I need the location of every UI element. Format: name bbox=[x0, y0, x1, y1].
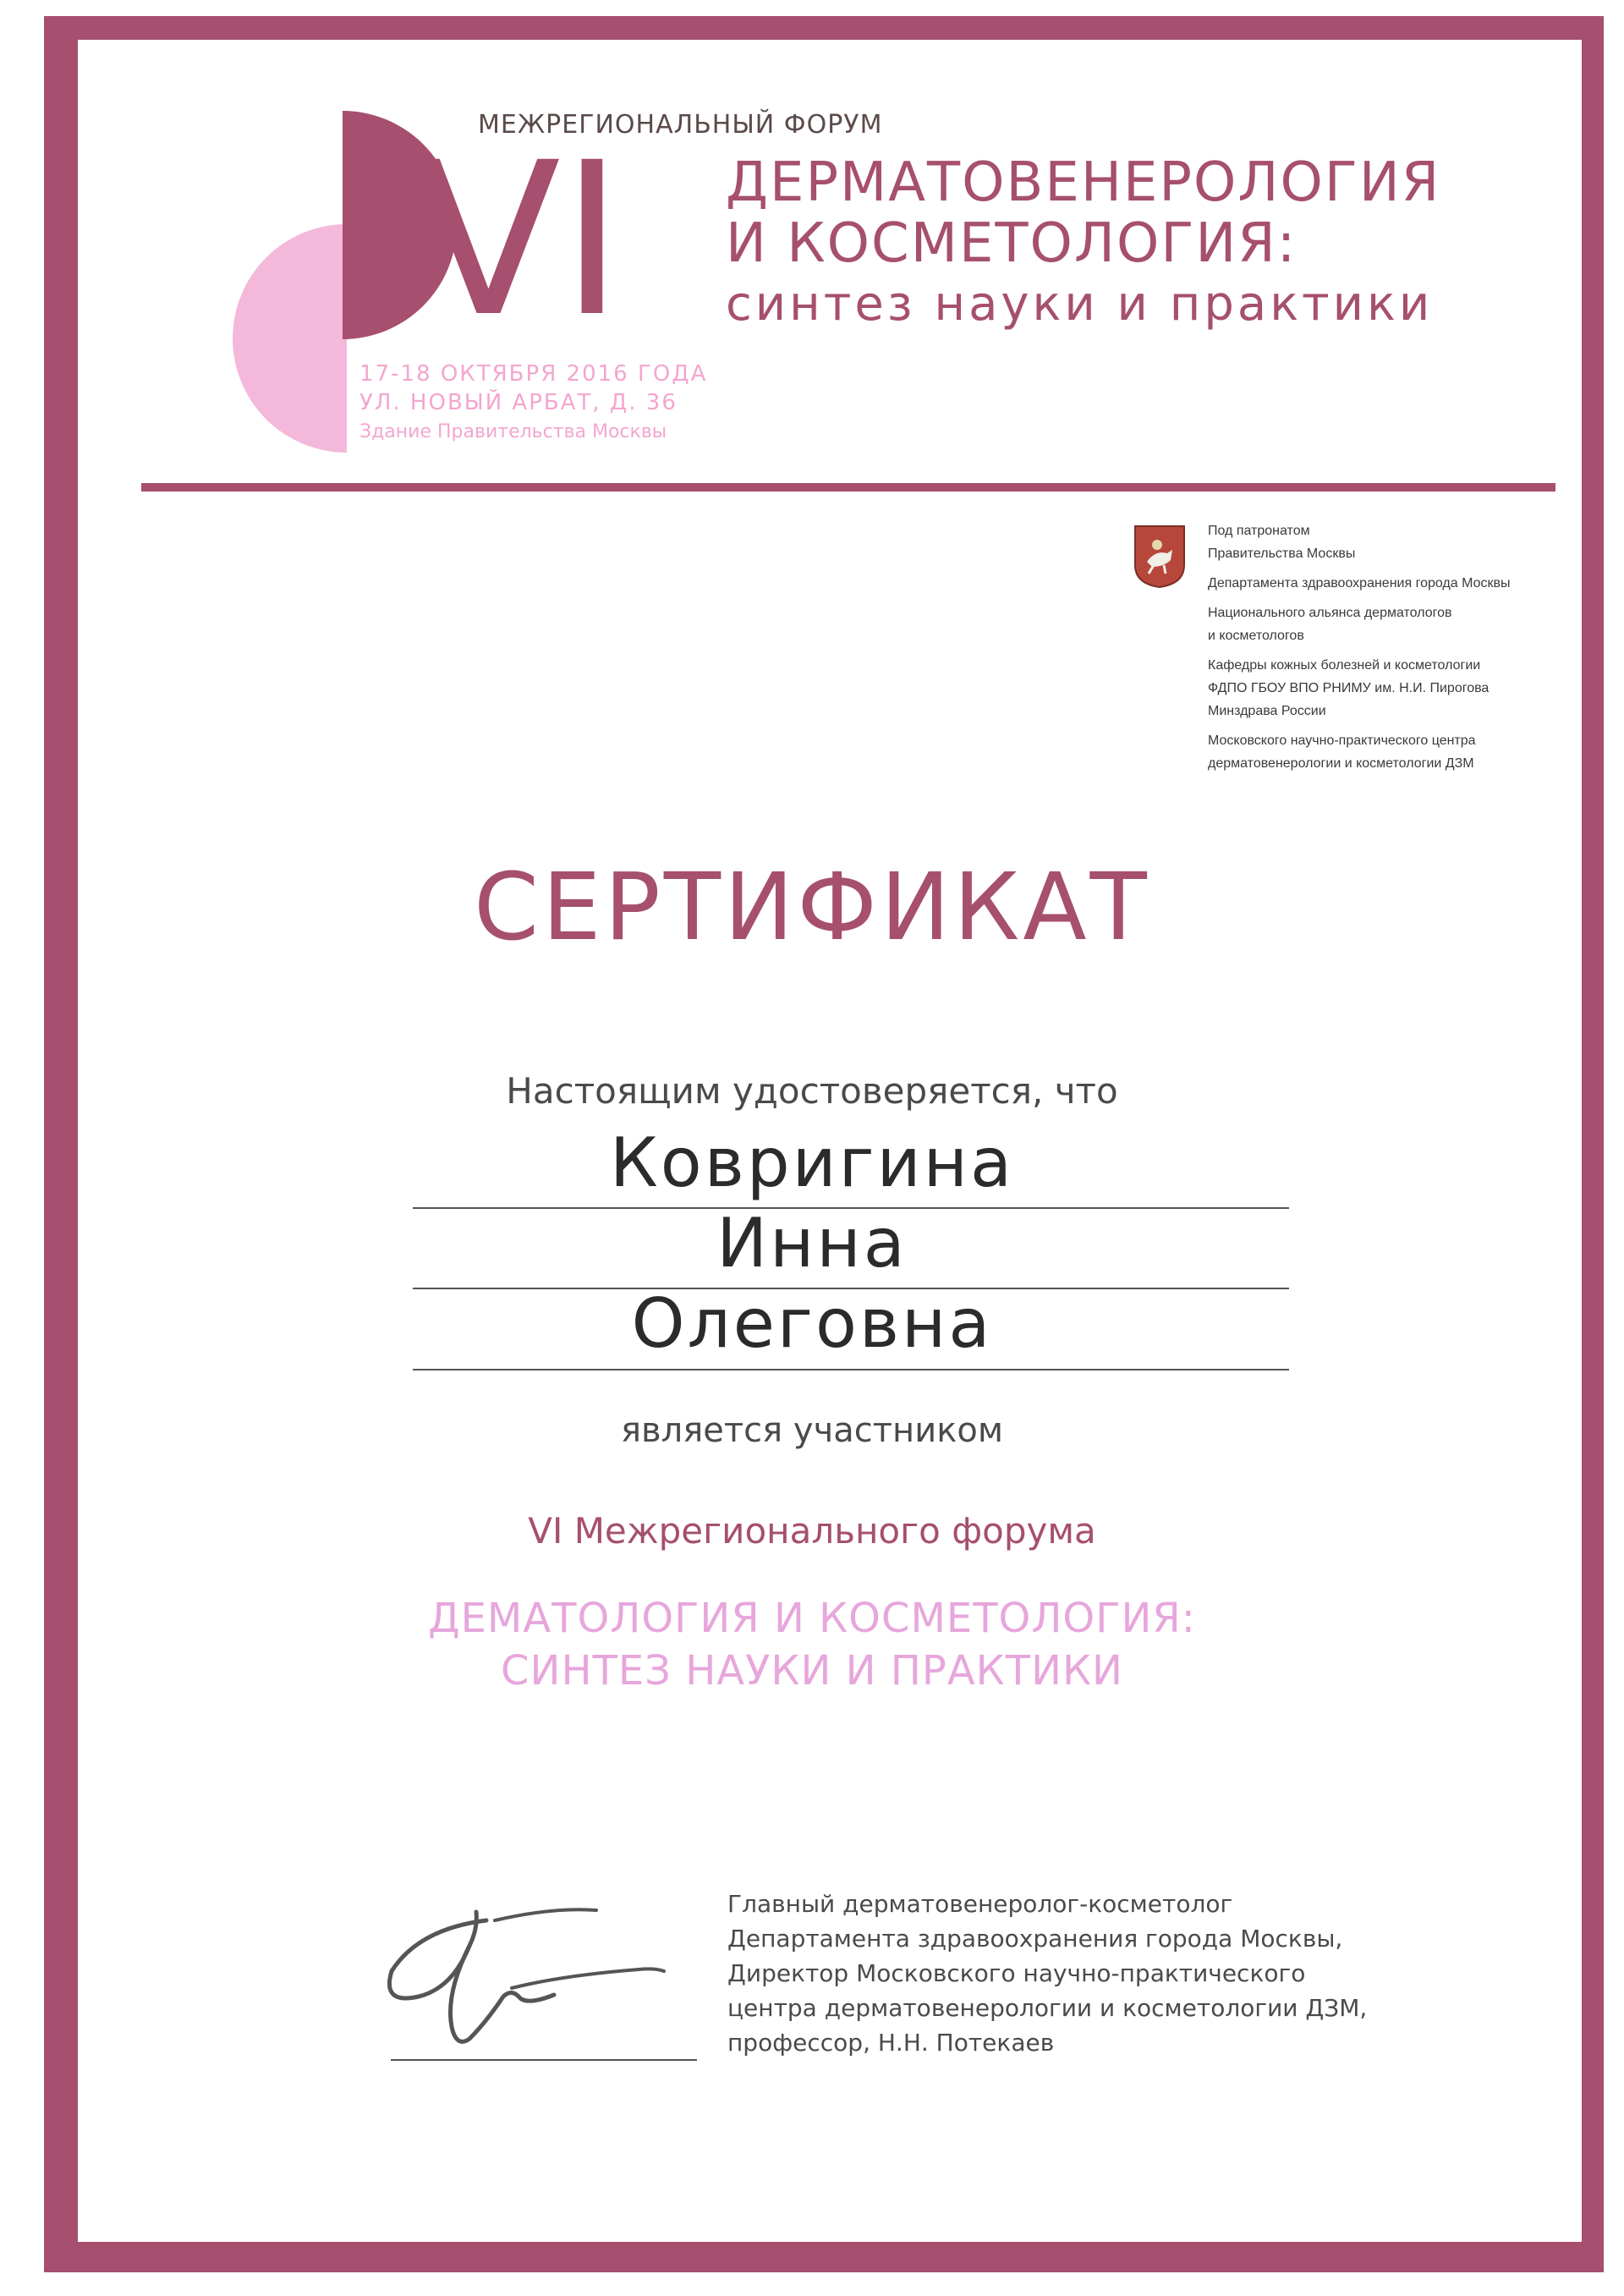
forum-reference: VI Межрегионального форума bbox=[528, 1510, 1096, 1552]
recipient-patronymic: Олеговна bbox=[631, 1284, 993, 1363]
patronage-list bbox=[1208, 519, 1563, 782]
frame-bottom bbox=[51, 2242, 1604, 2272]
header-divider bbox=[141, 483, 1555, 492]
frame-top bbox=[76, 16, 1604, 40]
participant-statement: является участником bbox=[620, 1411, 1003, 1450]
logo-numeral: VI bbox=[416, 117, 623, 363]
moscow-coat-of-arms-icon bbox=[1133, 525, 1186, 589]
signature-icon bbox=[385, 1895, 689, 2064]
signer-line-2: Департамента здравоохранения города Москвы, bbox=[727, 1925, 1343, 1953]
signer-block bbox=[727, 1887, 1573, 2060]
signer-line-5: профессор, Н.Н. Потекаев bbox=[727, 2029, 1055, 2057]
event-venue: Здание Правительства Москвы bbox=[359, 421, 667, 442]
patron-1: Департамента здравоохранения города Москвы bbox=[1208, 576, 1511, 590]
forum-title-line-3: синтез науки и практики bbox=[726, 277, 1434, 332]
logo-pink-half-circle bbox=[233, 224, 347, 453]
forum-title bbox=[726, 152, 1440, 335]
patron-0: Под патронатом Правительства Москвы bbox=[1208, 524, 1356, 561]
patron-2: Национального альянса дерматологов и косметологов bbox=[1208, 606, 1452, 643]
signer-line-1: Главный дерматовенеролог-косметолог bbox=[727, 1890, 1233, 1918]
signer-line-3: Директор Московского научно-практического bbox=[727, 1959, 1306, 1987]
event-info bbox=[359, 360, 707, 448]
patronymic-underline bbox=[413, 1369, 1289, 1370]
certificate-intro: Настоящим удостоверяется, что bbox=[506, 1070, 1118, 1112]
forum-title-line-1: ДЕРМАТОВЕНЕРОЛОГИЯ bbox=[726, 151, 1441, 214]
event-date: 17-18 ОКТЯБРЯ 2016 ГОДА bbox=[359, 361, 708, 387]
recipient-first-name: Инна bbox=[716, 1204, 908, 1283]
signature-line bbox=[391, 2059, 697, 2061]
signer-line-4: центра дерматовенерологии и косметологии ДЗМ, bbox=[727, 1994, 1368, 2022]
event-address: УЛ. НОВЫЙ АРБАТ, Д. 36 bbox=[359, 390, 678, 415]
forum-label: МЕЖРЕГИОНАЛЬНЫЙ ФОРУМ bbox=[478, 110, 883, 140]
patron-4: Московского научно-практического центра дерматовенерологии и косметологии ДЗМ bbox=[1208, 733, 1476, 771]
forum-theme bbox=[0, 1592, 1624, 1697]
patron-3: Кафедры кожных болезней и косметологии ФДПО ГБОУ ВПО РНИМУ им. Н.И. Пирогова Минздрава России bbox=[1208, 658, 1490, 718]
forum-theme-line-2: СИНТЕЗ НАУКИ И ПРАКТИКИ bbox=[501, 1647, 1123, 1695]
certificate-title: СЕРТИФИКАТ bbox=[474, 853, 1150, 961]
recipient-surname: Ковригина bbox=[609, 1123, 1014, 1202]
forum-theme-line-1: ДЕМАТОЛОГИЯ И КОСМЕТОЛОГИЯ: bbox=[428, 1595, 1196, 1642]
forum-title-line-2: И КОСМЕТОЛОГИЯ: bbox=[726, 212, 1298, 275]
